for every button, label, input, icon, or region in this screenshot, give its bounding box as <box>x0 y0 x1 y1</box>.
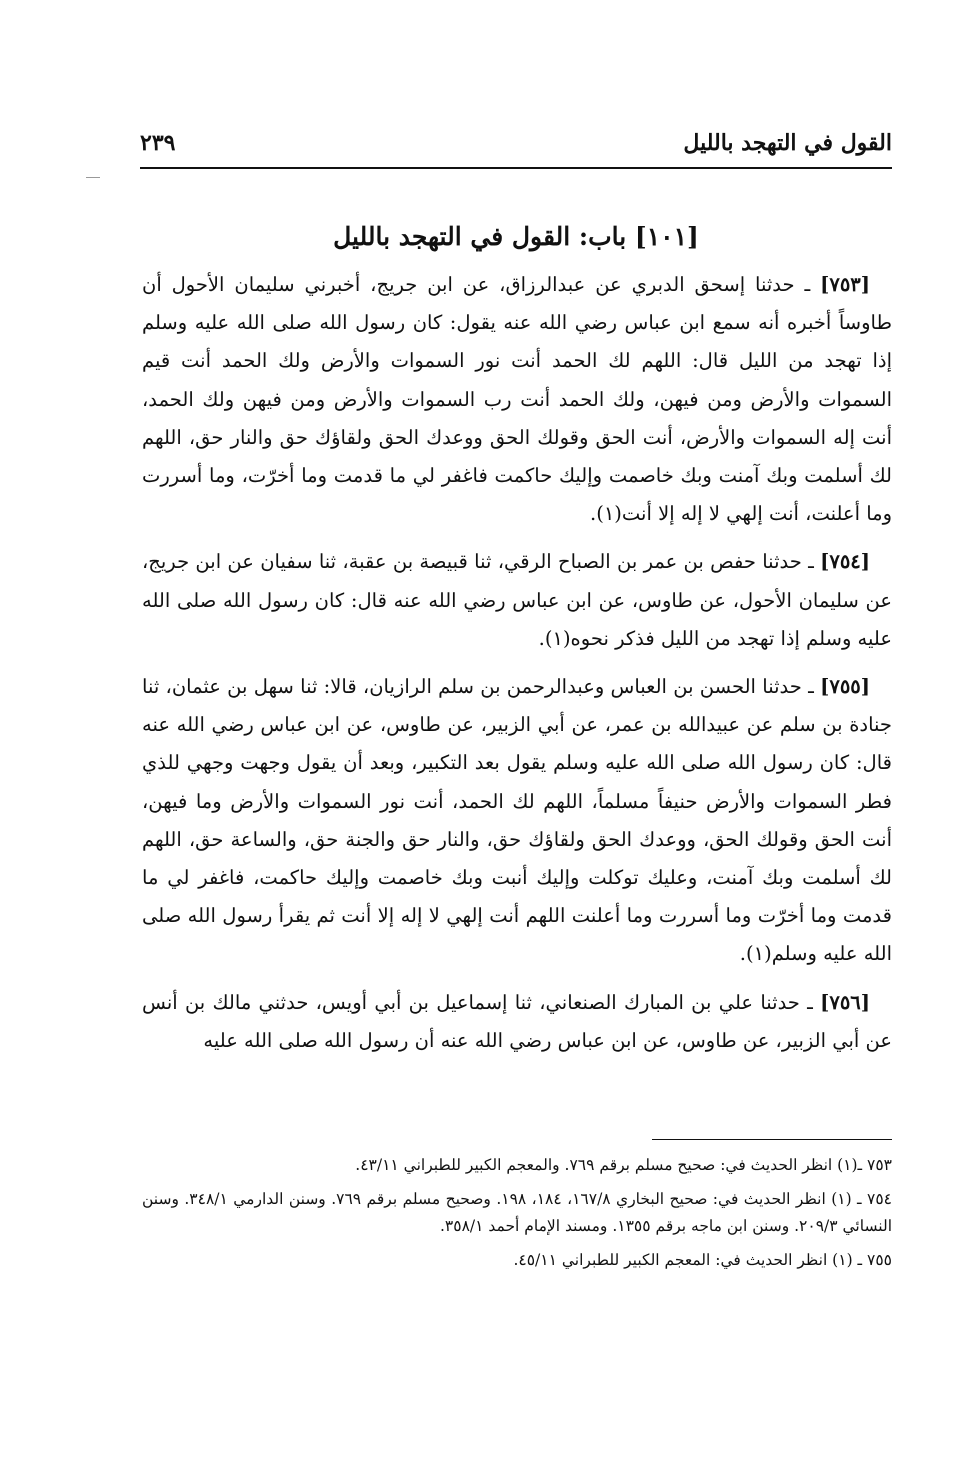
margin-mark <box>86 177 100 178</box>
hadith-number: [٧٥٣] <box>820 273 870 296</box>
main-text <box>142 266 892 1070</box>
hadith-text: ـ حدثنا الحسن بن العباس وعبدالرحمن بن سلم الرازيان، قالا: ثنا سهل بن عثمان، ثنا جنادة بن سلم عن عبيدالله بن عمر، عن أبي الزبير، عن طاوس، عن ابن عباس رضي الله عنه قال: كان رسول الله صلى الله عليه وسلم يقول بعد التكبير، وبعد أن يقول وجهت وجهي للذي فطر السموات والأرض حنيفاً مسلماً، اللهم لك الحمد، أنت نور السموات والأرض وما فيهن، أنت الحق وقولك الحق، ووعدك الحق ولقاؤك حق، والنار حق والجنة حق، والساعة حق، اللهم لك أسلمت وبك آمنت، وعليك توكلت وإليك أنبت وبك خاصمت وإليك حاكمت، فاغفر لي ما قدمت وما أخرّت وما أسررت وما أعلنت اللهم أنت إلهي لا إله إلا أنت ثم يقرأ رسول الله صلى الله عليه وسلم(١). <box>142 675 892 966</box>
hadith-754 <box>142 543 892 658</box>
running-head-title: القول في التهجد بالليل <box>683 130 892 156</box>
chapter-heading: [١٠١] باب: القول في التهجد بالليل <box>333 222 699 251</box>
hadith-text: ـ حدثنا حفص بن عمر بن الصباح الرقي، ثنا قبيصة بن عقبة، ثنا سفيان عن ابن جريج، عن سليمان الأحول، عن طاوس، عن ابن عباس رضي الله عنه قال: كان رسول الله صلى الله عليه وسلم إذا تهجد من الليل فذكر نحوه(١). <box>142 550 892 650</box>
hadith-text: ـ حدثنا علي بن المبارك الصنعاني، ثنا إسماعيل بن أبي أويس، حدثني مالك بن أنس عن أبي الزبير، عن طاوس، عن ابن عباس رضي الله عنه أن رسول الله صلى الله عليه <box>142 990 892 1052</box>
hadith-text: ـ حدثنا إسحق الدبري عن عبدالرزاق، عن ابن جريج، أخبرني سليمان الأحول أن طاوساً أخبره أنه سمع ابن عباس رضي الله عنه يقول: كان رسول الله صلى الله عليه وسلم إذا تهجد من الليل قال: اللهم لك الحمد أنت نور السموات والأرض ولك الحمد أنت قيم السموات والأرض ومن فيهن، ولك الحمد أنت رب السموات والأرض ومن فيهن ولك الحمد، أنت إله السموات والأرض، أنت الحق وقولك الحق ووعدك الحق ولقاؤك حق والنار حق، اللهم لك أسلمت وبك آمنت وبك خاصمت وإليك حاكمت فاغفر لي ما قدمت وما أخرّت، وما أسررت وما أعلنت، أنت إلهي لا إله إلا أنت(١). <box>142 273 892 526</box>
footnote-755: ٧٥٥ ـ (١) انظر الحديث في: المعجم الكبير للطبراني ٤٥/١١. <box>513 1251 892 1269</box>
running-head <box>140 130 892 170</box>
footnote-754: ٧٥٤ ـ (١) انظر الحديث في: صحيح البخاري ١٦٧/٨، ١٨٤، ١٩٨. وصحيح مسلم برقم ٧٦٩. وسنن الدارمي ٣٤٨/١. وسنن النسائي ٢٠٩/٣. وسنن ابن ماجه برقم ١٣٥٥. ومسند الإمام أحمد ٣٥٨/١. <box>142 1190 893 1235</box>
hadith-number: [٧٥٦] <box>820 990 870 1014</box>
hadith-753 <box>142 266 892 533</box>
footnote-rule <box>652 1139 892 1140</box>
hadith-756 <box>142 984 892 1060</box>
footnote-753: ٧٥٣ ـ(١) انظر الحديث في: صحيح مسلم برقم ٧٦٩. والمعجم الكبير للطبراني ٤٣/١١. <box>355 1156 892 1174</box>
hadith-number: [٧٥٤] <box>820 550 870 574</box>
page-number: ٢٣٩ <box>140 130 176 156</box>
header-rule <box>140 167 892 169</box>
hadith-number: [٧٥٥] <box>820 675 870 699</box>
hadith-755 <box>142 668 892 974</box>
footnotes <box>142 1152 892 1281</box>
